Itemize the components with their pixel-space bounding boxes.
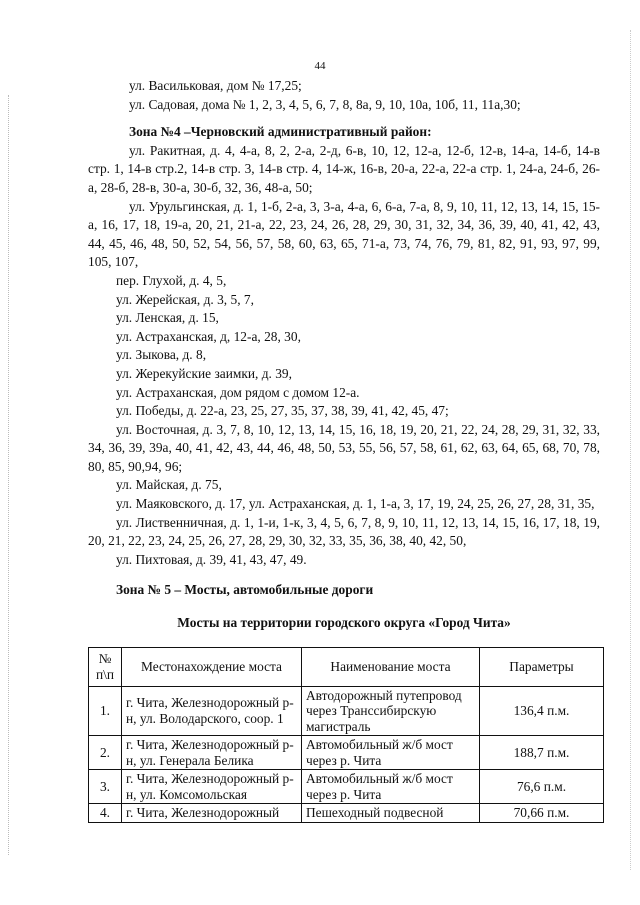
table-caption: Мосты на территории городского округа «Город Чита» — [177, 615, 511, 631]
cell-location: г. Чита, Железнодорожный — [122, 804, 302, 823]
cell-bridge-name: Пешеходный подвесной — [302, 804, 480, 823]
cell-bridge-name: Автодорожный путепровод через Транссибирскую магистраль — [302, 686, 480, 736]
document-body — [88, 77, 600, 823]
cell-bridge-name: Автомобильный ж/б мост через р. Чита — [302, 736, 480, 770]
address-line: ул. Победы, д. 22-а, 23, 25, 27, 35, 37, 38, 39, 41, 42, 45, 47; — [116, 403, 449, 419]
address-line: пер. Глухой, д. 4, 5, — [116, 272, 227, 288]
address-list — [88, 77, 600, 569]
address-line: ул. Урульгинская, д. 1, 1-б, 2-а, 3, 3-а, 4-а, 6, 6-а, 7-а, 8, 9, 10, 11, 12, 13, 14, 15, 15-а, 16, 17, 18, 19-а, 20, 21, 21-а, 22, 23, 24, 26, 28, 29, 30, 31, 32, 34, 36, 39, 40, 41, 42, 43, 44, 45, 46, 48, 50, 52, 54, 56, 57, 58, 60, 63, 65, 71-а, 73, 74, 76, 79, 81, 82, 91, 93, 97, 99, 105, 107, — [88, 198, 600, 270]
header-parameters: Параметры — [480, 647, 604, 686]
address-line: ул. Ракитная, д. 4, 4-а, 8, 2, 2-а, 2-д, 6-в, 10, 12, 12-а, 12-б, 12-в, 14-а, 14-б, 14-в стр. 1, 14-в стр.2, 14-в стр. 3, 14-в стр. 4, 14-ж, 16-в, 20-а, 22-а, 22-а стр. 1, 24-а, 24-б, 26-а, 28-б, 28-в, 30-а, 30-б, 32, 36, 48-а, 50; — [88, 142, 600, 195]
table-row — [89, 686, 604, 736]
cell-location: г. Чита, Железнодорожный р-н, ул. Генерала Белика — [122, 736, 302, 770]
cell-parameters: 76,6 п.м. — [480, 770, 604, 804]
address-line: ул. Жерейская, д. 3, 5, 7, — [116, 291, 254, 307]
header-location: Местонахождение моста — [122, 647, 302, 686]
address-line: ул. Зыкова, д. 8, — [116, 347, 207, 363]
table-row — [89, 736, 604, 770]
table-row — [89, 770, 604, 804]
header-bridge-name: Наименование моста — [302, 647, 480, 686]
cell-number: 3. — [89, 770, 122, 804]
zone4-heading: Зона №4 –Черновский административный район: — [129, 124, 432, 140]
address-line: ул. Восточная, д. 3, 7, 8, 10, 12, 13, 14, 15, 16, 18, 19, 20, 21, 22, 24, 28, 29, 31, 32, 33, 34, 36, 39, 39а, 40, 41, 42, 43, 44, 46, 48, 50, 53, 55, 56, 57, 58, 61, 62, 63, 64, 65, 68, 70, 78, 80, 85, 90,94, 96; — [88, 421, 600, 474]
address-line: ул. Лиственничная, д. 1, 1-и, 1-к, 3, 4, 5, 6, 7, 8, 9, 10, 11, 12, 13, 14, 15, 16, 17, 18, 19, 20, 21, 22, 23, 24, 25, 26, 27, 28, 29, 30, 32, 33, 35, 36, 38, 40, 42, 50, — [88, 514, 600, 549]
scan-margin-right — [630, 30, 632, 870]
address-line: ул. Майская, д. 75, — [116, 477, 222, 493]
cell-parameters: 188,7 п.м. — [480, 736, 604, 770]
address-line: ул. Жерекуйские заимки, д. 39, — [116, 365, 292, 381]
address-line: ул. Пихтовая, д. 39, 41, 43, 47, 49. — [116, 551, 307, 567]
cell-bridge-name: Автомобильный ж/б мост через р. Чита — [302, 770, 480, 804]
scan-margin-left — [8, 95, 10, 855]
header-number: № п\п — [89, 647, 122, 686]
address-line: ул. Астраханская, дом рядом с домом 12-а. — [116, 384, 360, 400]
cell-parameters: 70,66 п.м. — [480, 804, 604, 823]
cell-location: г. Чита, Железнодорожный р-н, ул. Комсомольская — [122, 770, 302, 804]
address-line: ул. Васильковая, дом № 17,25; — [129, 78, 302, 93]
cell-number: 2. — [89, 736, 122, 770]
table-row — [89, 804, 604, 823]
cell-location: г. Чита, Железнодорожный р-н, ул. Володарского, соор. 1 — [122, 686, 302, 736]
cell-number: 1. — [89, 686, 122, 736]
cell-parameters: 136,4 п.м. — [480, 686, 604, 736]
bridges-table — [88, 647, 604, 823]
page-number: 44 — [314, 60, 326, 72]
address-line: ул. Ленская, д. 15, — [116, 310, 219, 326]
cell-number: 4. — [89, 804, 122, 823]
zone5-heading: Зона № 5 – Мосты, автомобильные дороги — [116, 582, 374, 598]
address-line: ул. Астраханская, д, 12-а, 28, 30, — [116, 328, 301, 344]
table-header-row — [89, 647, 604, 686]
address-line: ул. Садовая, дома № 1, 2, 3, 4, 5, 6, 7, 8, 8а, 9, 10, 10а, 10б, 11, 11а,30; — [129, 96, 521, 112]
address-line: ул. Маяковского, д. 17, ул. Астраханская, д. 1, 1-а, 3, 17, 19, 24, 25, 26, 27, 28, 31, 35, — [116, 496, 595, 512]
